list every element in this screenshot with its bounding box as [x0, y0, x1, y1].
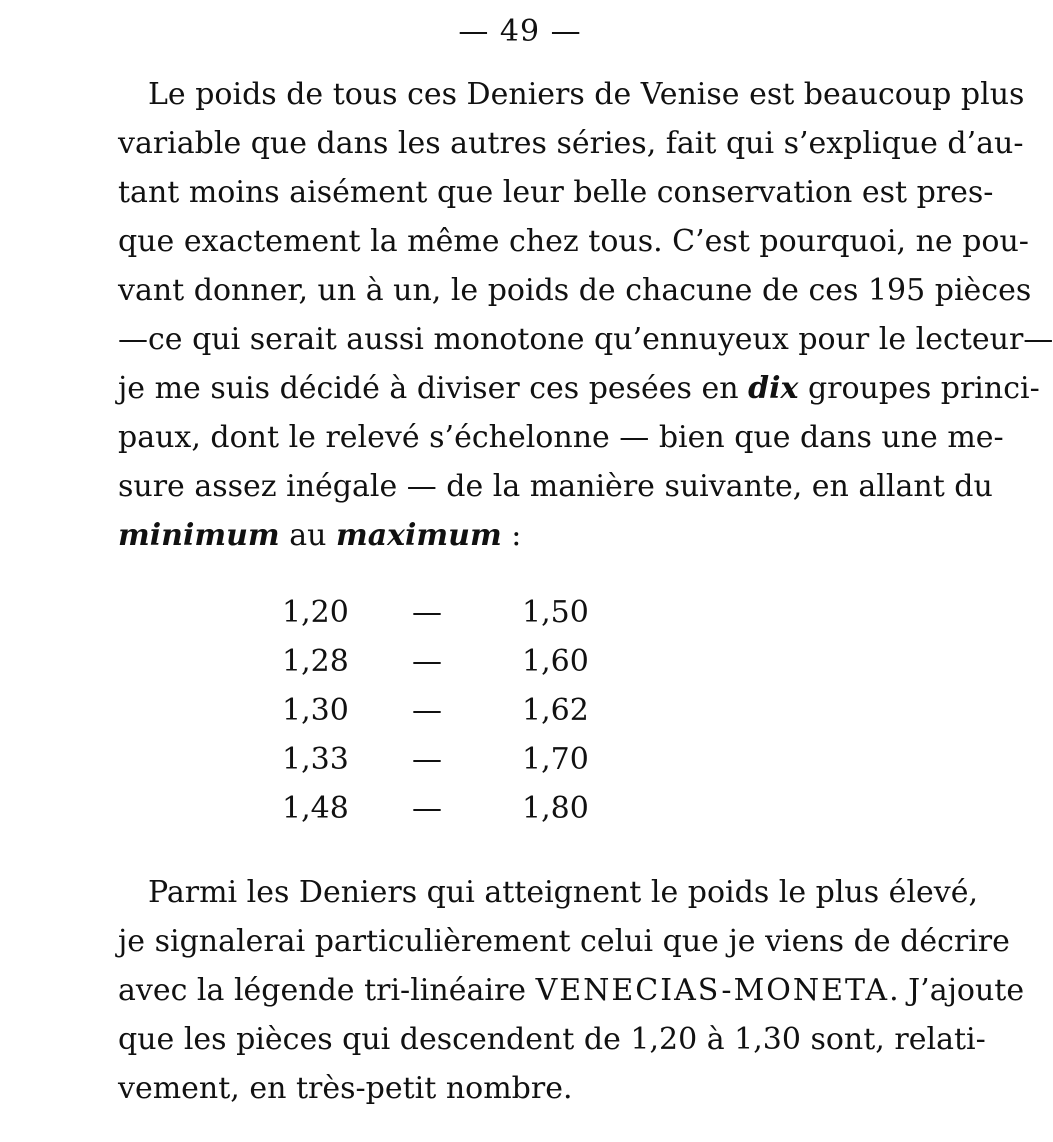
text-line: tant moins aisément que leur belle conservation est pres- — [118, 175, 994, 210]
text-line: vant donner, un à un, le poids de chacune de ces 195 pièces — [118, 273, 1032, 308]
italic-minimum: minimum — [118, 518, 280, 553]
weights-table — [282, 588, 612, 833]
weight-min-value: 1,48 — [282, 791, 349, 826]
text-line: sure assez inégale — de la manière suivante, en allant du — [118, 469, 993, 504]
weight-max-value: 1,50 — [522, 595, 589, 630]
weight-max-value: 1,60 — [522, 644, 589, 679]
range-dash: — — [412, 791, 442, 826]
text-line: —ce qui serait aussi monotone qu’ennuyeux pour le lecteur— — [118, 322, 1053, 357]
weight-row — [282, 588, 612, 637]
italic-maximum: maximum — [335, 518, 502, 553]
text-line: Le poids de tous ces Deniers de Venise est beaucoup plus — [148, 77, 1025, 112]
range-dash: — — [412, 644, 442, 679]
text-line: variable que dans les autres séries, fait qui s’explique d’au- — [118, 126, 1024, 161]
range-dash: — — [412, 742, 442, 777]
text-line — [118, 966, 1025, 1015]
weight-min-value: 1,28 — [282, 644, 349, 679]
paragraph-heaviest-deniers — [118, 868, 1025, 1113]
weight-max-value: 1,80 — [522, 791, 589, 826]
italic-dix: dix — [748, 371, 799, 406]
range-dash: — — [412, 595, 442, 630]
paragraph-weights-intro — [118, 70, 1053, 560]
weight-max-value: 1,62 — [522, 693, 589, 728]
weight-min-value: 1,30 — [282, 693, 349, 728]
weight-row — [282, 637, 612, 686]
text-line — [118, 511, 934, 560]
weight-min-value: 1,20 — [282, 595, 349, 630]
weight-row — [282, 784, 612, 833]
weights-table-body — [282, 588, 612, 833]
text-line: paux, dont le relevé s’échelonne — bien que dans une me- — [118, 420, 1004, 455]
weight-min-value: 1,33 — [282, 742, 349, 777]
page-number: — 49 — — [458, 14, 582, 49]
text-line: que les pièces qui descendent de 1,20 à 1,30 sont, relati- — [118, 1022, 986, 1057]
weight-max-value: 1,70 — [522, 742, 589, 777]
weight-row — [282, 735, 612, 784]
text-line: vement, en très-petit nombre. — [118, 1071, 573, 1106]
text-segment: au — [289, 518, 327, 553]
text-segment: groupes princi- — [807, 371, 1040, 406]
text-segment: avec la légende tri-linéaire — [118, 973, 527, 1008]
text-line: je signalerai particulièrement celui que je viens de décrire — [118, 924, 1010, 959]
legend-text: VENECIAS-MONETA — [535, 973, 890, 1008]
weight-row — [282, 686, 612, 735]
text-line: Parmi les Deniers qui atteignent le poids le plus élevé, — [148, 875, 979, 910]
text-segment: je me suis décidé à diviser ces pesées en — [118, 371, 739, 406]
text-line — [118, 364, 1040, 413]
text-segment: . J’ajoute — [889, 973, 1025, 1008]
range-dash: — — [412, 693, 442, 728]
text-segment: : — [511, 518, 522, 553]
text-line: que exactement la même chez tous. C’est pourquoi, ne pou- — [118, 224, 1029, 259]
